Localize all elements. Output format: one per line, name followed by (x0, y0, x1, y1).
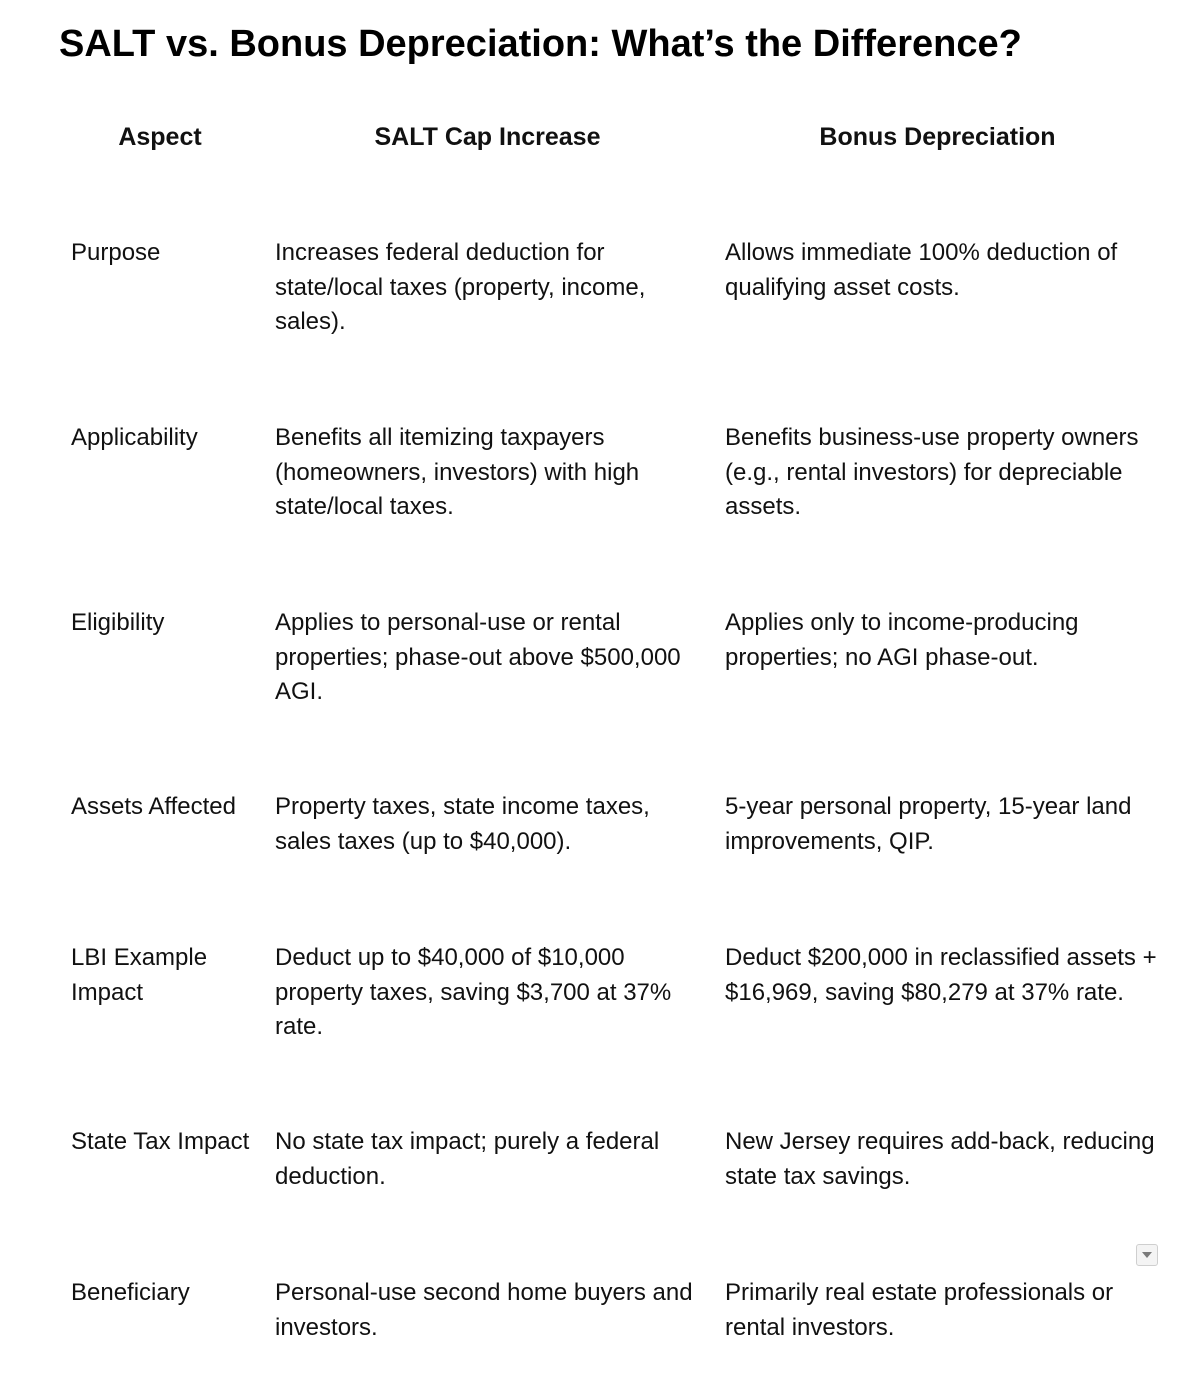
salt-cell: Personal-use second home buyers and investors. (275, 1279, 693, 1341)
aspect-cell: Applicability (71, 424, 198, 451)
salt-cell: Property taxes, state income taxes, sales taxes (up to $40,000). (275, 793, 650, 855)
salt-cell: Benefits all itemizing taxpayers (homeowners, investors) with high state/local taxes. (275, 424, 640, 520)
page-title: SALT vs. Bonus Depreciation: What’s the Difference? (59, 23, 1022, 65)
bonus-cell: Benefits business-use property owners (e.g., rental investors) for depreciable assets. (725, 424, 1139, 520)
chevron-down-icon (1142, 1252, 1152, 1258)
aspect-cell: Assets Affected (71, 793, 236, 820)
header-aspect: Aspect (118, 123, 202, 151)
salt-cell: No state tax impact; purely a federal deduction. (275, 1128, 660, 1190)
bonus-cell: 5-year personal property, 15-year land improvements, QIP. (725, 793, 1132, 855)
salt-cell: Deduct up to $40,000 of $10,000 property taxes, saving $3,700 at 37% rate. (275, 944, 672, 1040)
salt-cell: Increases federal deduction for state/local taxes (property, income, sales). (275, 239, 646, 335)
aspect-cell: Beneficiary (71, 1279, 190, 1306)
bonus-cell: Allows immediate 100% deduction of qualifying asset costs. (725, 239, 1118, 301)
aspect-cell: Purpose (71, 239, 161, 266)
aspect-cell: Eligibility (71, 609, 165, 636)
header-salt-cap-increase: SALT Cap Increase (374, 123, 601, 151)
aspect-cell: State Tax Impact (71, 1128, 250, 1155)
aspect-cell: LBI Example Impact (71, 944, 208, 1006)
salt-cell: Applies to personal-use or rental properties; phase-out above $500,000 AGI. (275, 609, 681, 705)
bonus-cell: Deduct $200,000 in reclassified assets + $16,969, saving $80,279 at 37% rate. (725, 944, 1157, 1006)
bonus-cell: Primarily real estate professionals or rental investors. (725, 1279, 1114, 1341)
bonus-cell: Applies only to income-producing properties; no AGI phase-out. (725, 609, 1079, 671)
bonus-cell: New Jersey requires add-back, reducing state tax savings. (725, 1128, 1155, 1190)
row-options-dropdown-button[interactable] (1136, 1244, 1158, 1266)
header-bonus-depreciation: Bonus Depreciation (819, 123, 1056, 151)
